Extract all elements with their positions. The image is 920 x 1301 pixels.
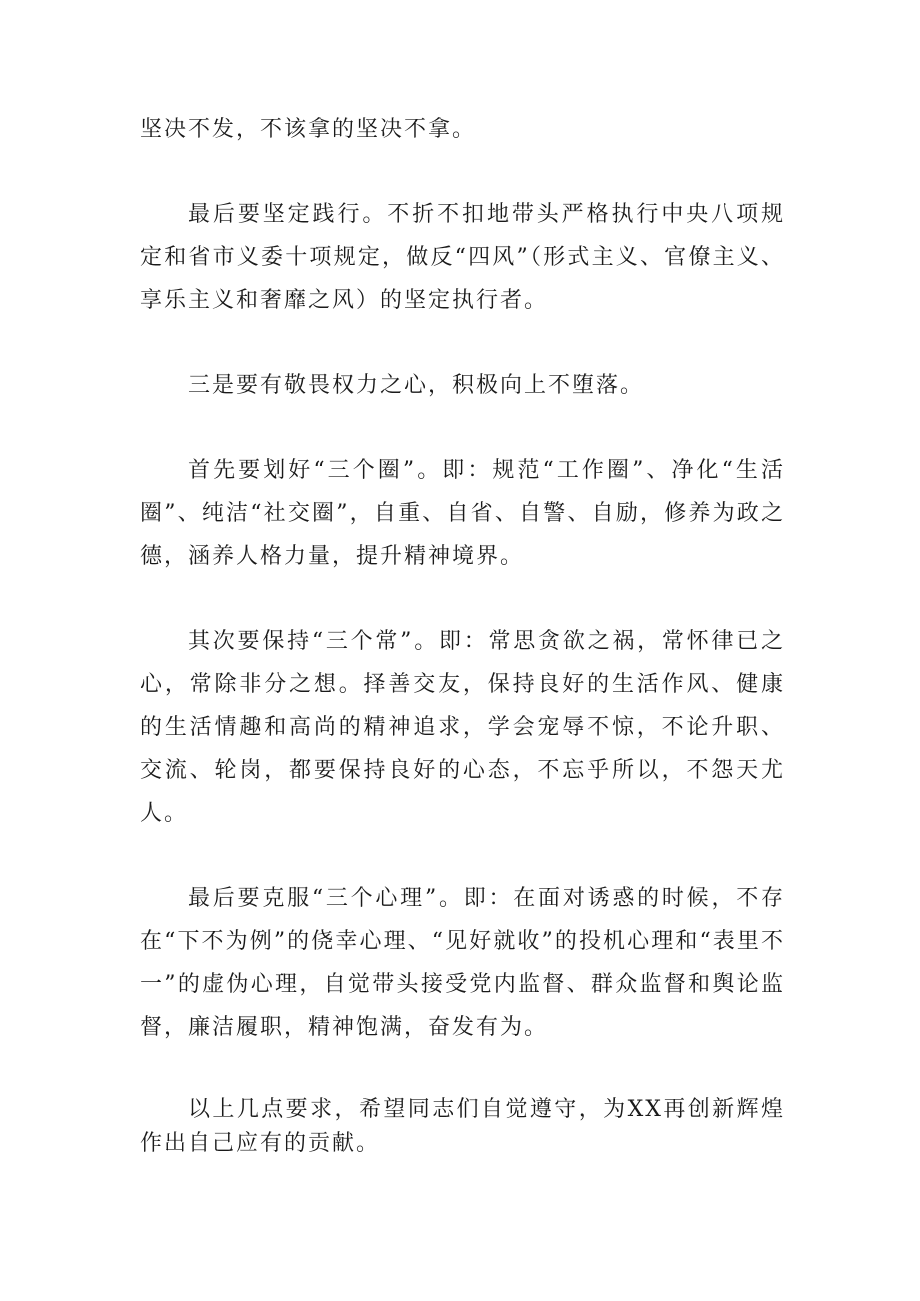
paragraph-closing: 以上几点要求，希望同志们自觉遵守，为XX再创新辉煌作出自己应有的贡献。	[140, 1097, 785, 1156]
paragraph-point-three-heading: 三是要有敬畏权力之心，积极向上不堕落。	[188, 373, 645, 398]
document-page	[140, 108, 785, 1161]
paragraph-continuation: 坚决不发，不该拿的坚决不拿。	[140, 117, 477, 142]
paragraph-strict-practice: 最后要坚定践行。不折不扣地带头严格执行中央八项规定和省市义委十项规定，做反“四风”（形式主义、官僚主义、享乐主义和奢靡之风）的坚定执行者。	[140, 202, 785, 313]
paragraph-three-constants: 其次要保持“三个常”。即：常思贪欲之祸，常怀律已之心，常除非分之想。择善交友，保持良好的生活作风、健康的生活情趣和高尚的精神追求，学会宠辱不惊，不论升职、交流、轮岗，都要保持良好的心态，不忘乎所以，不怨天尤人。	[140, 629, 785, 826]
paragraph-three-circles: 首先要划好“三个圈”。即：规范“工作圈”、净化“生活圈”、纯洁“社交圈”，自重、自省、自警、自励，修养为政之德，涵养人格力量，提升精神境界。	[140, 458, 785, 569]
paragraph-three-mindsets: 最后要克服“三个心理”。即：在面对诱惑的时候，不存在“下不为例”的侥幸心理、“见好就收”的投机心理和“表里不一”的虚伪心理，自觉带头接受党内监督、群众监督和舆论监督，廉洁履职，精神饱满，奋发有为。	[140, 886, 785, 1040]
